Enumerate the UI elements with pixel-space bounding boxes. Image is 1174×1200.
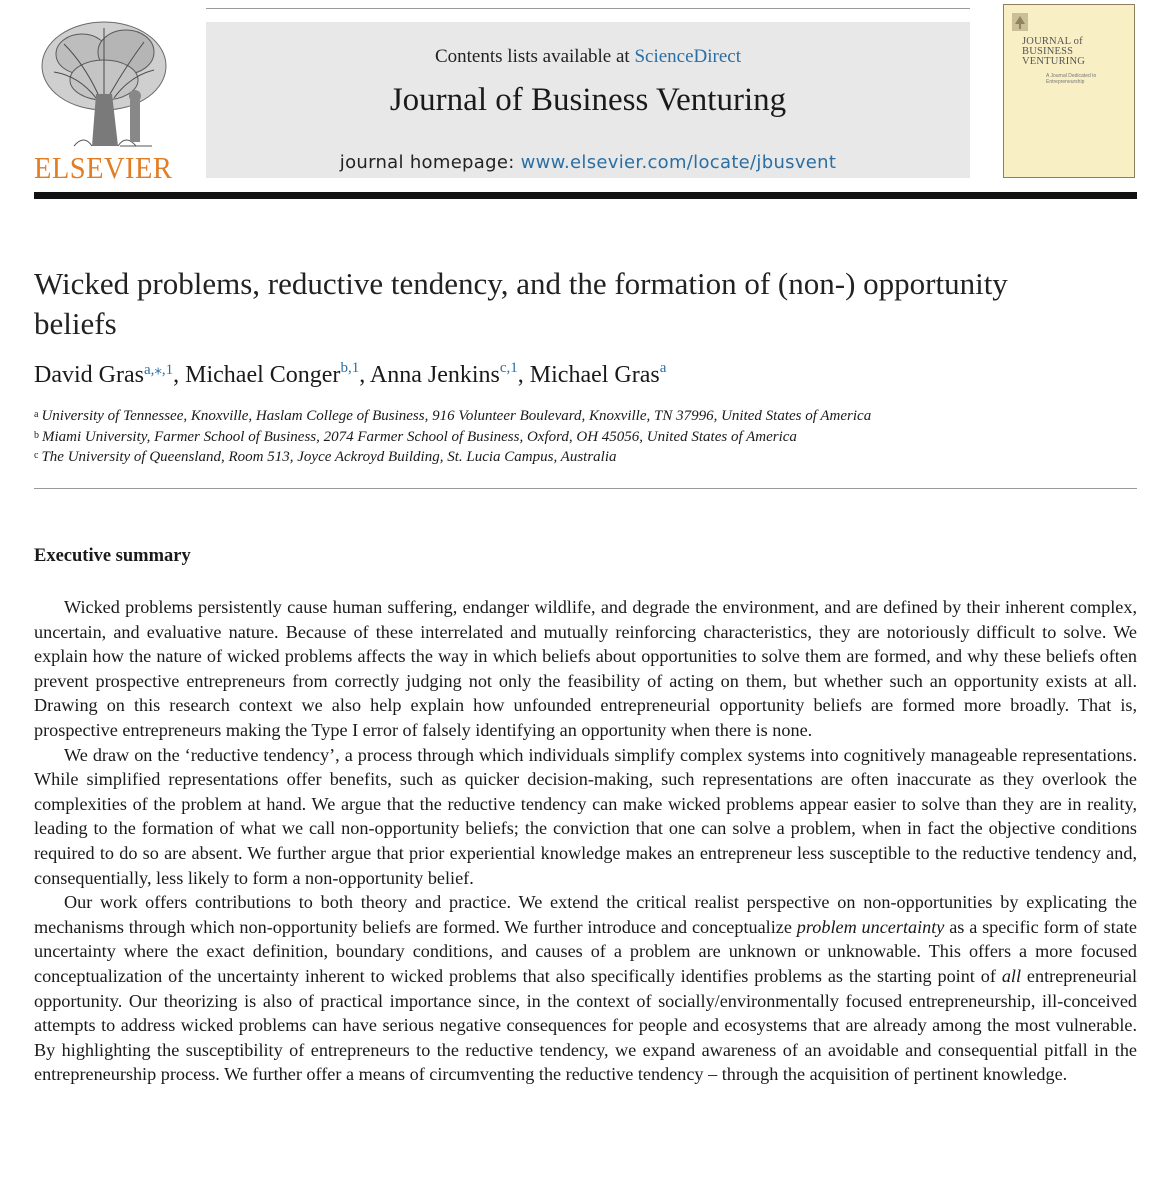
affiliation-item [34, 427, 1134, 448]
author-marks[interactable]: a,⁎,1 [143, 362, 174, 378]
journal-homepage-link[interactable]: www.elsevier.com/locate/jbusvent [520, 152, 837, 173]
section-heading: Executive summary [34, 546, 191, 566]
affiliation-mark: b [34, 429, 39, 441]
author-name[interactable]: Anna Jenkins [369, 362, 500, 388]
cover-title: JOURNAL of BUSINESS VENTURING [1022, 36, 1086, 67]
paragraph-3-text-a: Our work offers contributions to both theory and practice. We extend the critical realist perspective on non-opportunities by explicating the mechanisms through which non-opportunity beliefs are formed. We further introduce and conceptualize [34, 892, 1137, 937]
contents-line [206, 46, 970, 68]
homepage-prefix: journal homepage: [339, 152, 521, 173]
emphasis-all: all [1001, 965, 1022, 986]
author-marks[interactable]: b,1 [340, 360, 360, 376]
paragraph-3-text-b: as a specific form of state uncertainty where the exact definition, boundary conditions, and causes of a problem are unknown or unknowable. This offers a more focused conceptualization of the uncertainty inherent to wicked problems that also specifically identifies problems as the starting point of [34, 916, 1137, 986]
author-name[interactable]: David Gras [34, 362, 144, 388]
header-bottom-rule [34, 192, 1137, 199]
summary-paragraph-2: We draw on the ‘reductive tendency’, a process through which individuals simplify complex systems into cognitively manageable representations. While simplified representations offer benefits, such as quicker decision-making, such representations are often inaccurate as they overlook the complexities of the problem at hand. We argue that the reductive tendency can make wicked problems appear easier to solve than they are in reality, leading to the formation of what we call non-opportunity beliefs; the conviction that one can solve a problem, when in fact the objective conditions required to do so are absent. We further argue that prior experiential knowledge makes an entrepreneur less susceptible to the reductive tendency and, consequentially, less likely to form a non-opportunity belief. [34, 744, 1137, 888]
affiliation-item [34, 406, 1134, 427]
affiliation-list [34, 406, 1134, 468]
affiliation-mark: c [34, 450, 39, 461]
summary-paragraph-1: Wicked problems persistently cause human suffering, endanger wildlife, and degrade the environment, and are defined by their inherent complex, uncertain, and evaluative nature. Because of these interrelated and mutually reinforcing characteristics, they are notoriously difficult to solve. We explain how the nature of wicked problems affects the way in which beliefs about opportunities to solve them are formed, and why these beliefs often prevent prospective entrepreneurs from correctly judging not only the feasibility of acting on them, but whether such an opportunity exists at all. Drawing on this research context we also help explain how unfounded entrepreneurial opportunity beliefs are formed more broadly. That is, prospective entrepreneurs making the Type I error of falsely identifying an opportunity when there is none. [34, 597, 1137, 740]
section-divider [34, 488, 1137, 489]
journal-header-box [206, 22, 970, 178]
contents-prefix: Contents lists available at [434, 46, 635, 67]
cover-publisher-icon [1012, 13, 1028, 31]
affiliation-text: University of Tennessee, Knoxville, Haslam College of Business, 916 Volunteer Boulevard, Knoxville, TN 37996, United States of America [41, 408, 872, 424]
summary-body [34, 595, 1137, 1087]
paragraph-3-text-c: entrepreneurial opportunity. Our theorizing is also of practical importance since, in the context of socially/environmentally focused entrepreneurship, ill-conceived attempts to address wicked problems can have serious negative consequences for people and ecosystems that are already among the most vulnerable. By highlighting the susceptibility of entrepreneurs to the reductive tendency, we expand awareness of an avoidable and consequential pitfall in the entrepreneurship process. We further offer a means of circumventing the reductive tendency – through the acquisition of pertinent knowledge. [34, 965, 1137, 1085]
affiliation-text: The University of Queensland, Room 513, Joyce Ackroyd Building, St. Lucia Campus, Australia [41, 449, 617, 465]
summary-paragraph-3 [34, 890, 1137, 1087]
author-name[interactable]: Michael Conger [185, 362, 341, 388]
publisher-name: ELSEVIER [34, 150, 173, 185]
emphasis-problem-uncertainty: problem uncertainty [796, 916, 945, 937]
affiliation-mark: a [34, 409, 39, 420]
elsevier-tree-icon [34, 14, 176, 150]
affiliation-item [34, 447, 1134, 468]
sciencedirect-link[interactable]: ScienceDirect [634, 46, 742, 67]
article-title: Wicked problems, reductive tendency, and the formation of (non-) opportunity beliefs [34, 266, 1008, 341]
homepage-line [206, 152, 970, 173]
author-separator: , [173, 362, 186, 388]
header-top-rule [206, 8, 970, 9]
journal-cover [1003, 4, 1135, 178]
author-marks[interactable]: c,1 [499, 360, 518, 376]
author-name[interactable]: Michael Gras [529, 362, 660, 388]
cover-subtitle: A Journal Dedicated to Entrepreneurship [1046, 73, 1097, 85]
affiliation-text: Miami University, Farmer School of Business, 2074 Farmer School of Business, Oxford, OH 45056, United States of America [42, 428, 797, 445]
author-separator: , [359, 362, 370, 388]
author-list [34, 362, 1134, 389]
author-marks[interactable]: a [659, 360, 667, 376]
author-separator: , [517, 362, 530, 388]
journal-title: Journal of Business Venturing [389, 82, 787, 118]
